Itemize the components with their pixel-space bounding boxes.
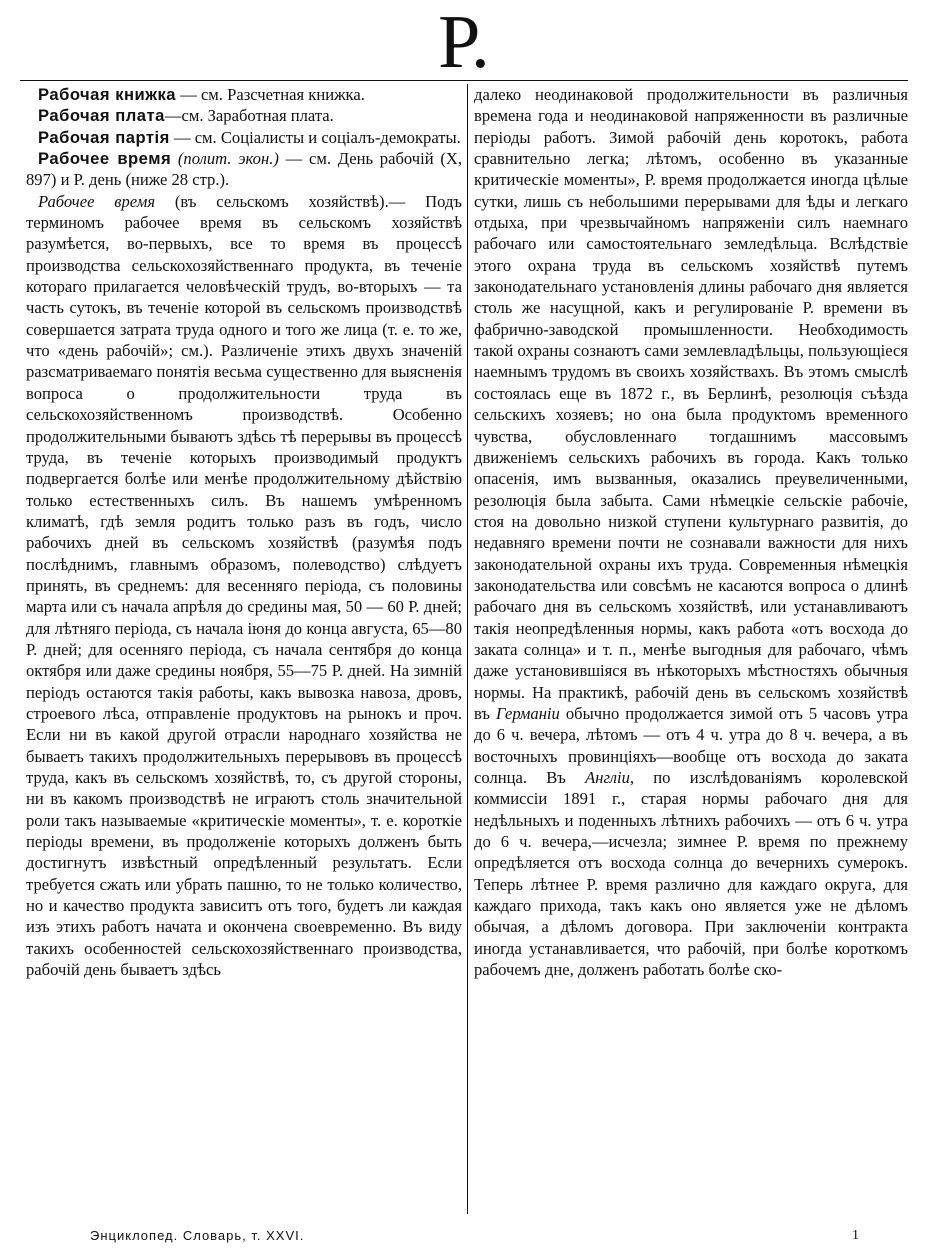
article-text: , по изслѣдованіямъ королевской коммиссіи 1891 г., старая нормы рабочаго дня для недѣльныхъ и поденныхъ лѣтнихъ рабочихъ — отъ 6 ч. утра до 6 ч. вечера,—исчезла; зимнее Р. время по прежнему опредѣляется отъ восхода солнца до вечернихъ сумерокъ. Теперь лѣтнее Р. время различно для каждаго округа, для каждаго прихода, такъ какъ оно является уже не дѣломъ обычая, а дѣломъ договора. При заключеніи контракта иногда устанавливается, что рабочій, при болѣе короткомъ рабочемъ дне, долженъ работать болѣе ско- <box>474 768 908 980</box>
entry-text: — см. Разсчетная книжка. <box>176 85 365 104</box>
entry-rabochaya-knizhka <box>26 84 462 105</box>
headword: Рабочая книжка <box>38 85 177 104</box>
article-continuation <box>474 84 908 980</box>
footer-signature: Энциклопед. Словарь, т. XXVI. <box>90 1228 305 1243</box>
place-name-england: Англіи <box>585 768 630 787</box>
article-text: далеко неодинаковой продолжительности въ различныя времена года и неодинаковой напряженности въ различные періоды работъ. Зимой рабочій день коротокъ, работа сравнительно легка; лѣтомъ, особенно въ указанные критическіе моменты», Р. время продолжается иногда цѣлые сутки, лишь съ небольшими перерывами для ѣды и легкаго отдыха, при чрезвычайномъ напряженіи силъ наемнаго рабочаго или самостоятельнаго земледѣльца. Вслѣдствіе этого охрана труда въ сельскомъ хозяйствѣ путемъ законодательнаго установленія длины рабочаго дня является столь же насущной, какъ и регулированіе Р. времени въ фабрично-заводской промышленности. Необходимость такой охраны сознаютъ сами землевладѣльцы, пользующіеся наемнымъ трудомъ въ своихъ хозяйствахъ. Въ этомъ смыслѣ состоялась еще въ 1872 г., въ Берлинѣ, резолюція съѣзда сельскихъ хозяевъ; но она была продуктомъ временного чувства, обусловленнаго тогдашнимъ массовымъ движеніемъ сельскихъ рабочихъ въ города. Какъ только опасенія, имъ вызванныя, оказались преувеличенными, резолюція была забыта. Сами нѣмецкіе сельскіе рабочіе, стоя на довольно низкой ступени культурнаго развитія, до недавняго времени почти не сознавали важности для нихъ законодательной охраны ихъ труда. Современныя нѣмецкія законодательства или совсѣмъ не касаются вопроса о длинѣ рабочаго дня въ сельскомъ хозяйствѣ, или устанавливаютъ такія неопредѣленныя нормы, какъ работа «отъ восхода до заката солнца» и т. п., менѣе выгодныя для рабочаго, чѣмъ даже установившіяся въ нѣкоторыхъ мѣстностяхъ обычныя нормы. На практикѣ, рабочій день въ сельскомъ хозяйствѣ въ <box>474 85 908 723</box>
column-divider <box>467 84 468 1214</box>
entry-text: —см. Заработная плата. <box>164 106 334 126</box>
article-text: (въ сельскомъ хозяйствѣ).— Подъ терминомъ рабочее время въ сельскомъ хозяйствѣ разумѣется, во-первыхъ, все то время въ процессѣ производства сельскохозяйственнаго продукта, въ теченіе котораго прилагается человѣческій трудъ, во-вторыхъ — та часть сутокъ, въ теченіе которой въ сельскомъ производствѣ совершается затрата труда одного и того же лица (т. е. то же, что «день рабочій»; см.). Различеніе этихъ двухъ значеній разсматриваемаго понятія весьма существенно для выясненія вопроса о продолжительности труда въ сельскохозяйственномъ производствѣ. Особенно продолжительными бываютъ здѣсь тѣ перерывы въ процессѣ труда, въ теченіе которыхъ производимый продуктъ подвергается болѣе или менѣе продолжительному дѣйствію только естественныхъ силъ. Въ нашемъ умѣренномъ климатѣ, гдѣ земля родитъ только разъ въ годъ, число рабочихъ дней въ сельскомъ хозяйствѣ (разумѣя подъ послѣднимъ, главнымъ образомъ, полеводство) слѣдуетъ принять, въ среднемъ: для весенняго періода, съ половины марта или съ начала апрѣля до средины мая, 50 — 60 Р. дней; для лѣтняго періода, съ начала іюня до конца августа, 65—80 Р. дней; для осенняго періода, съ начала сентября до конца октября или даже средины ноября, 55—75 Р. дней. На зимній періодъ остаются такія работы, какъ вывозка навоза, дровъ, строевого лѣса, отправленіе продуктовъ на рынокъ и проч. Если ни въ какой другой отрасли народнаго хозяйства не бываетъ такихъ продолжительныхъ перерывовъ въ процессѣ труда, какъ въ сельскомъ хозяйствѣ, то, съ другой стороны, ни въ какомъ производствѣ не играютъ столь значительной роли такъ называемые «критическіе моменты», т. е. короткіе періоды времени, въ продолженіе которыхъ долженъ быть достигнутъ извѣстный опредѣленный результатъ. Если требуется сжать или убрать пашню, то не только количество, но и качество продукта зависитъ отъ того, будетъ ли каждая изъ этихъ работъ начата и окончена своевременно. Въ виду такихъ особенностей сельскохозяйственнаго производства, рабочій день бываетъ здѣсь <box>26 191 462 980</box>
page-letter-heading: Р. <box>438 0 490 84</box>
headword: Рабочее время <box>38 149 172 169</box>
left-column <box>26 84 462 1210</box>
entry-rabochaya-partiya <box>26 127 462 148</box>
article-title: Рабочее время <box>38 191 156 211</box>
headword: Рабочая плата <box>38 106 165 126</box>
entry-rabochaya-plata <box>26 105 462 126</box>
article-text: обычно продолжается зимой отъ 5 часовъ утра до 6 ч. вечера, лѣтомъ — отъ 4 ч. утра до 8 ч. вечера, а въ восточныхъ провинціяхъ—вообще отъ восхода до заката солнца. Въ <box>474 703 908 787</box>
entry-rabochee-vremya <box>26 148 462 191</box>
header-rule <box>20 80 908 81</box>
place-name-germany: Германіи <box>496 703 560 723</box>
entry-qualifier: (полит. экон.) <box>171 149 279 169</box>
right-column <box>474 84 908 1210</box>
entry-text: — см. День рабочій (X, 897) и Р. день (ниже 28 стр.). <box>26 149 462 190</box>
article-body <box>26 191 462 981</box>
entry-text: — см. Соціалисты и соціалъ-демократы. <box>169 127 461 147</box>
page-number: 1 <box>852 1228 859 1243</box>
headword: Рабочая партія <box>38 127 170 147</box>
